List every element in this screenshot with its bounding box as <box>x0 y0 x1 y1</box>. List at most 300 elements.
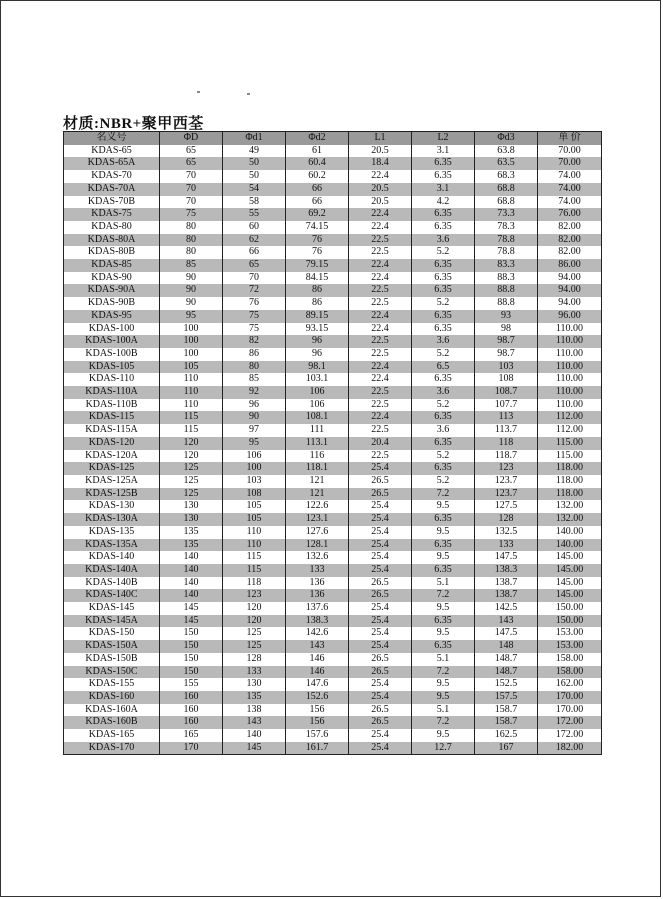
cell-L1: 25.4 <box>349 526 412 539</box>
cell-d1: 49 <box>223 145 286 158</box>
cell-L1: 22.4 <box>349 310 412 323</box>
cell-model: KDAS-80A <box>64 234 160 247</box>
cell-d3: 93 <box>475 310 538 323</box>
cell-L2: 9.5 <box>412 526 475 539</box>
cell-d3: 138.7 <box>475 577 538 590</box>
cell-price: 158.00 <box>538 653 602 666</box>
cell-L2: 3.6 <box>412 335 475 348</box>
cell-price: 162.00 <box>538 678 602 691</box>
cell-D: 170 <box>160 742 223 755</box>
cell-d3: 68.8 <box>475 183 538 196</box>
cell-price: 172.00 <box>538 716 602 729</box>
cell-price: 110.00 <box>538 399 602 412</box>
cell-D: 125 <box>160 462 223 475</box>
cell-D: 115 <box>160 411 223 424</box>
cell-L1: 22.4 <box>349 170 412 183</box>
cell-d3: 157.5 <box>475 691 538 704</box>
cell-d3: 103 <box>475 361 538 374</box>
cell-D: 140 <box>160 589 223 602</box>
cell-d2: 76 <box>286 234 349 247</box>
table-row <box>64 716 602 729</box>
cell-d3: 123 <box>475 462 538 475</box>
cell-d1: 128 <box>223 653 286 666</box>
cell-d1: 108 <box>223 488 286 501</box>
cell-L1: 26.5 <box>349 666 412 679</box>
cell-L2: 7.2 <box>412 666 475 679</box>
cell-price: 94.00 <box>538 272 602 285</box>
cell-d3: 138.7 <box>475 589 538 602</box>
cell-L1: 22.5 <box>349 386 412 399</box>
cell-d2: 136 <box>286 589 349 602</box>
cell-D: 140 <box>160 564 223 577</box>
cell-D: 125 <box>160 488 223 501</box>
cell-L2: 6.35 <box>412 221 475 234</box>
cell-d2: 86 <box>286 284 349 297</box>
cell-L1: 25.4 <box>349 729 412 742</box>
cell-price: 150.00 <box>538 615 602 628</box>
cell-L1: 22.5 <box>349 348 412 361</box>
cell-D: 65 <box>160 145 223 158</box>
cell-price: 82.00 <box>538 234 602 247</box>
cell-d1: 120 <box>223 615 286 628</box>
cell-price: 172.00 <box>538 729 602 742</box>
cell-d2: 93.15 <box>286 323 349 336</box>
cell-price: 86.00 <box>538 259 602 272</box>
cell-d2: 127.6 <box>286 526 349 539</box>
table-row <box>64 589 602 602</box>
cell-model: KDAS-125 <box>64 462 160 475</box>
cell-D: 120 <box>160 437 223 450</box>
cell-L2: 6.35 <box>412 157 475 170</box>
cell-d3: 68.3 <box>475 170 538 183</box>
cell-d3: 138.3 <box>475 564 538 577</box>
cell-price: 132.00 <box>538 513 602 526</box>
table-row <box>64 450 602 463</box>
cell-d2: 84.15 <box>286 272 349 285</box>
cell-D: 115 <box>160 424 223 437</box>
cell-D: 85 <box>160 259 223 272</box>
cell-d3: 108 <box>475 373 538 386</box>
cell-L2: 6.35 <box>412 373 475 386</box>
table-row <box>64 259 602 272</box>
cell-L1: 22.5 <box>349 335 412 348</box>
table-row <box>64 196 602 209</box>
cell-price: 170.00 <box>538 691 602 704</box>
cell-D: 160 <box>160 704 223 717</box>
cell-L2: 7.2 <box>412 716 475 729</box>
cell-L1: 26.5 <box>349 716 412 729</box>
cell-d3: 167 <box>475 742 538 755</box>
cell-d1: 145 <box>223 742 286 755</box>
cell-d1: 110 <box>223 539 286 552</box>
cell-D: 80 <box>160 234 223 247</box>
cell-L1: 25.4 <box>349 500 412 513</box>
cell-L1: 25.4 <box>349 539 412 552</box>
table-row <box>64 666 602 679</box>
cell-L2: 3.1 <box>412 183 475 196</box>
cell-d2: 79.15 <box>286 259 349 272</box>
cell-L1: 22.5 <box>349 424 412 437</box>
table-row <box>64 373 602 386</box>
cell-price: 110.00 <box>538 386 602 399</box>
cell-d1: 80 <box>223 361 286 374</box>
cell-L2: 6.35 <box>412 272 475 285</box>
cell-L1: 22.4 <box>349 323 412 336</box>
table-row <box>64 157 602 170</box>
cell-d1: 143 <box>223 716 286 729</box>
cell-D: 125 <box>160 475 223 488</box>
cell-d3: 78.8 <box>475 246 538 259</box>
cell-d1: 82 <box>223 335 286 348</box>
cell-L2: 9.5 <box>412 500 475 513</box>
table-row <box>64 615 602 628</box>
cell-price: 145.00 <box>538 577 602 590</box>
cell-L2: 6.35 <box>412 539 475 552</box>
cell-D: 110 <box>160 399 223 412</box>
cell-d1: 125 <box>223 640 286 653</box>
material-title: 材质:NBR+聚甲西荃 <box>63 116 204 132</box>
cell-d3: 127.5 <box>475 500 538 513</box>
cell-d1: 90 <box>223 411 286 424</box>
cell-d3: 162.5 <box>475 729 538 742</box>
cell-model: KDAS-135 <box>64 526 160 539</box>
cell-d1: 86 <box>223 348 286 361</box>
cell-d1: 54 <box>223 183 286 196</box>
cell-d2: 136 <box>286 577 349 590</box>
cell-price: 110.00 <box>538 348 602 361</box>
cell-model: KDAS-125A <box>64 475 160 488</box>
cell-d1: 105 <box>223 500 286 513</box>
cell-L2: 5.2 <box>412 246 475 259</box>
cell-price: 110.00 <box>538 323 602 336</box>
cell-model: KDAS-65 <box>64 145 160 158</box>
cell-d1: 125 <box>223 627 286 640</box>
cell-d3: 143 <box>475 615 538 628</box>
cell-D: 110 <box>160 373 223 386</box>
cell-d1: 92 <box>223 386 286 399</box>
cell-L1: 22.4 <box>349 221 412 234</box>
table-header <box>64 132 602 145</box>
cell-L2: 5.1 <box>412 704 475 717</box>
cell-model: KDAS-115A <box>64 424 160 437</box>
cell-d2: 61 <box>286 145 349 158</box>
cell-d1: 118 <box>223 577 286 590</box>
cell-price: 74.00 <box>538 196 602 209</box>
col-d2-header: Φd2 <box>286 132 349 145</box>
scan-speck <box>197 91 200 93</box>
table-row <box>64 488 602 501</box>
cell-d1: 115 <box>223 551 286 564</box>
table-row <box>64 691 602 704</box>
table-row <box>64 234 602 247</box>
cell-price: 170.00 <box>538 704 602 717</box>
cell-model: KDAS-125B <box>64 488 160 501</box>
cell-d3: 147.5 <box>475 551 538 564</box>
cell-D: 90 <box>160 297 223 310</box>
cell-L2: 6.35 <box>412 284 475 297</box>
cell-L2: 9.5 <box>412 729 475 742</box>
cell-d2: 111 <box>286 424 349 437</box>
cell-model: KDAS-105 <box>64 361 160 374</box>
cell-d1: 115 <box>223 564 286 577</box>
cell-d3: 118 <box>475 437 538 450</box>
table-row <box>64 729 602 742</box>
cell-d2: 103.1 <box>286 373 349 386</box>
cell-L1: 25.4 <box>349 640 412 653</box>
cell-L1: 20.5 <box>349 145 412 158</box>
cell-L1: 26.5 <box>349 488 412 501</box>
cell-model: KDAS-130 <box>64 500 160 513</box>
table-row <box>64 323 602 336</box>
cell-L2: 6.35 <box>412 208 475 221</box>
cell-L1: 20.4 <box>349 437 412 450</box>
cell-price: 153.00 <box>538 627 602 640</box>
cell-L2: 5.2 <box>412 450 475 463</box>
cell-model: KDAS-110 <box>64 373 160 386</box>
cell-model: KDAS-120 <box>64 437 160 450</box>
cell-price: 110.00 <box>538 335 602 348</box>
cell-model: KDAS-110B <box>64 399 160 412</box>
cell-d1: 85 <box>223 373 286 386</box>
cell-D: 80 <box>160 246 223 259</box>
cell-D: 150 <box>160 666 223 679</box>
cell-model: KDAS-140 <box>64 551 160 564</box>
cell-L1: 22.4 <box>349 272 412 285</box>
cell-d1: 110 <box>223 526 286 539</box>
cell-model: KDAS-95 <box>64 310 160 323</box>
cell-model: KDAS-160 <box>64 691 160 704</box>
cell-d3: 148 <box>475 640 538 653</box>
cell-d3: 108.7 <box>475 386 538 399</box>
cell-model: KDAS-110A <box>64 386 160 399</box>
cell-price: 82.00 <box>538 246 602 259</box>
cell-L2: 3.6 <box>412 386 475 399</box>
cell-d2: 143 <box>286 640 349 653</box>
cell-L1: 22.5 <box>349 399 412 412</box>
cell-L1: 25.4 <box>349 627 412 640</box>
cell-price: 82.00 <box>538 221 602 234</box>
cell-L1: 25.4 <box>349 462 412 475</box>
cell-model: KDAS-140C <box>64 589 160 602</box>
cell-price: 145.00 <box>538 564 602 577</box>
cell-d1: 103 <box>223 475 286 488</box>
cell-d2: 66 <box>286 196 349 209</box>
cell-L1: 22.4 <box>349 208 412 221</box>
table-row <box>64 704 602 717</box>
cell-d2: 60.2 <box>286 170 349 183</box>
cell-d1: 100 <box>223 462 286 475</box>
table-row <box>64 742 602 755</box>
cell-d1: 97 <box>223 424 286 437</box>
cell-L1: 26.5 <box>349 589 412 602</box>
table-row <box>64 411 602 424</box>
scan-speck <box>247 93 250 95</box>
cell-d3: 68.8 <box>475 196 538 209</box>
cell-price: 118.00 <box>538 462 602 475</box>
col-L1-header: L1 <box>349 132 412 145</box>
cell-price: 150.00 <box>538 602 602 615</box>
cell-D: 160 <box>160 691 223 704</box>
col-d3-header: Φd3 <box>475 132 538 145</box>
cell-L2: 9.5 <box>412 551 475 564</box>
cell-d1: 95 <box>223 437 286 450</box>
cell-d3: 88.8 <box>475 284 538 297</box>
cell-price: 110.00 <box>538 361 602 374</box>
cell-d1: 50 <box>223 170 286 183</box>
cell-L1: 25.4 <box>349 678 412 691</box>
cell-L1: 26.5 <box>349 653 412 666</box>
cell-model: KDAS-160A <box>64 704 160 717</box>
cell-L1: 25.4 <box>349 513 412 526</box>
cell-d2: 121 <box>286 488 349 501</box>
cell-D: 100 <box>160 348 223 361</box>
cell-d3: 78.8 <box>475 234 538 247</box>
cell-L2: 6.35 <box>412 323 475 336</box>
cell-d2: 142.6 <box>286 627 349 640</box>
col-D-header: ΦD <box>160 132 223 145</box>
cell-d2: 74.15 <box>286 221 349 234</box>
cell-d3: 158.7 <box>475 704 538 717</box>
cell-model: KDAS-150C <box>64 666 160 679</box>
cell-price: 94.00 <box>538 284 602 297</box>
table-row <box>64 310 602 323</box>
cell-price: 118.00 <box>538 475 602 488</box>
cell-D: 100 <box>160 335 223 348</box>
cell-D: 140 <box>160 551 223 564</box>
cell-d3: 113.7 <box>475 424 538 437</box>
cell-d3: 98.7 <box>475 348 538 361</box>
table-row <box>64 475 602 488</box>
table-row <box>64 170 602 183</box>
table-row <box>64 539 602 552</box>
cell-d3: 63.8 <box>475 145 538 158</box>
cell-D: 150 <box>160 627 223 640</box>
cell-model: KDAS-115 <box>64 411 160 424</box>
cell-L2: 7.2 <box>412 488 475 501</box>
cell-d1: 133 <box>223 666 286 679</box>
cell-d3: 128 <box>475 513 538 526</box>
cell-d1: 65 <box>223 259 286 272</box>
cell-D: 70 <box>160 170 223 183</box>
table-row <box>64 145 602 158</box>
cell-L2: 5.1 <box>412 653 475 666</box>
cell-d1: 123 <box>223 589 286 602</box>
cell-L2: 9.5 <box>412 678 475 691</box>
cell-L2: 6.35 <box>412 310 475 323</box>
cell-model: KDAS-150A <box>64 640 160 653</box>
cell-d1: 55 <box>223 208 286 221</box>
cell-L1: 26.5 <box>349 704 412 717</box>
cell-d3: 78.3 <box>475 221 538 234</box>
table-row <box>64 500 602 513</box>
cell-D: 70 <box>160 196 223 209</box>
cell-L2: 6.35 <box>412 615 475 628</box>
cell-L2: 7.2 <box>412 589 475 602</box>
cell-model: KDAS-90 <box>64 272 160 285</box>
cell-L1: 25.4 <box>349 564 412 577</box>
header-row <box>64 132 602 145</box>
cell-L1: 22.4 <box>349 259 412 272</box>
cell-L2: 12.7 <box>412 742 475 755</box>
cell-d2: 69.2 <box>286 208 349 221</box>
cell-d2: 157.6 <box>286 729 349 742</box>
col-name-header: 名义号 <box>64 132 160 145</box>
cell-d2: 146 <box>286 666 349 679</box>
cell-d2: 138.3 <box>286 615 349 628</box>
cell-d2: 108.1 <box>286 411 349 424</box>
cell-L1: 22.5 <box>349 284 412 297</box>
cell-d2: 113.1 <box>286 437 349 450</box>
cell-model: KDAS-150B <box>64 653 160 666</box>
cell-d2: 60.4 <box>286 157 349 170</box>
cell-d1: 60 <box>223 221 286 234</box>
cell-price: 76.00 <box>538 208 602 221</box>
cell-price: 115.00 <box>538 450 602 463</box>
cell-L1: 20.5 <box>349 183 412 196</box>
cell-L1: 25.4 <box>349 742 412 755</box>
table-row <box>64 437 602 450</box>
table-row <box>64 678 602 691</box>
table-row <box>64 246 602 259</box>
cell-d2: 123.1 <box>286 513 349 526</box>
cell-D: 80 <box>160 221 223 234</box>
cell-price: 96.00 <box>538 310 602 323</box>
cell-L1: 25.4 <box>349 615 412 628</box>
cell-d2: 121 <box>286 475 349 488</box>
cell-d1: 105 <box>223 513 286 526</box>
cell-d1: 62 <box>223 234 286 247</box>
cell-d1: 75 <box>223 323 286 336</box>
cell-L2: 3.6 <box>412 234 475 247</box>
table-row <box>64 386 602 399</box>
table-row <box>64 208 602 221</box>
cell-L2: 6.35 <box>412 411 475 424</box>
cell-model: KDAS-80 <box>64 221 160 234</box>
cell-d2: 156 <box>286 704 349 717</box>
cell-price: 140.00 <box>538 526 602 539</box>
cell-L2: 6.35 <box>412 640 475 653</box>
cell-L2: 9.5 <box>412 691 475 704</box>
cell-d3: 147.5 <box>475 627 538 640</box>
cell-model: KDAS-70A <box>64 183 160 196</box>
cell-L2: 5.2 <box>412 475 475 488</box>
cell-d2: 86 <box>286 297 349 310</box>
table-row <box>64 627 602 640</box>
cell-d1: 58 <box>223 196 286 209</box>
cell-model: KDAS-170 <box>64 742 160 755</box>
cell-price: 140.00 <box>538 539 602 552</box>
cell-L1: 25.4 <box>349 691 412 704</box>
cell-d2: 96 <box>286 348 349 361</box>
cell-model: KDAS-65A <box>64 157 160 170</box>
table-body <box>64 145 602 755</box>
cell-model: KDAS-90B <box>64 297 160 310</box>
cell-D: 145 <box>160 602 223 615</box>
table-row <box>64 424 602 437</box>
cell-d2: 152.6 <box>286 691 349 704</box>
cell-model: KDAS-85 <box>64 259 160 272</box>
cell-d1: 70 <box>223 272 286 285</box>
cell-D: 160 <box>160 716 223 729</box>
table-row <box>64 602 602 615</box>
cell-d1: 50 <box>223 157 286 170</box>
cell-price: 145.00 <box>538 589 602 602</box>
cell-L1: 25.4 <box>349 602 412 615</box>
cell-d2: 76 <box>286 246 349 259</box>
cell-L2: 6.35 <box>412 564 475 577</box>
cell-d2: 133 <box>286 564 349 577</box>
cell-model: KDAS-100 <box>64 323 160 336</box>
